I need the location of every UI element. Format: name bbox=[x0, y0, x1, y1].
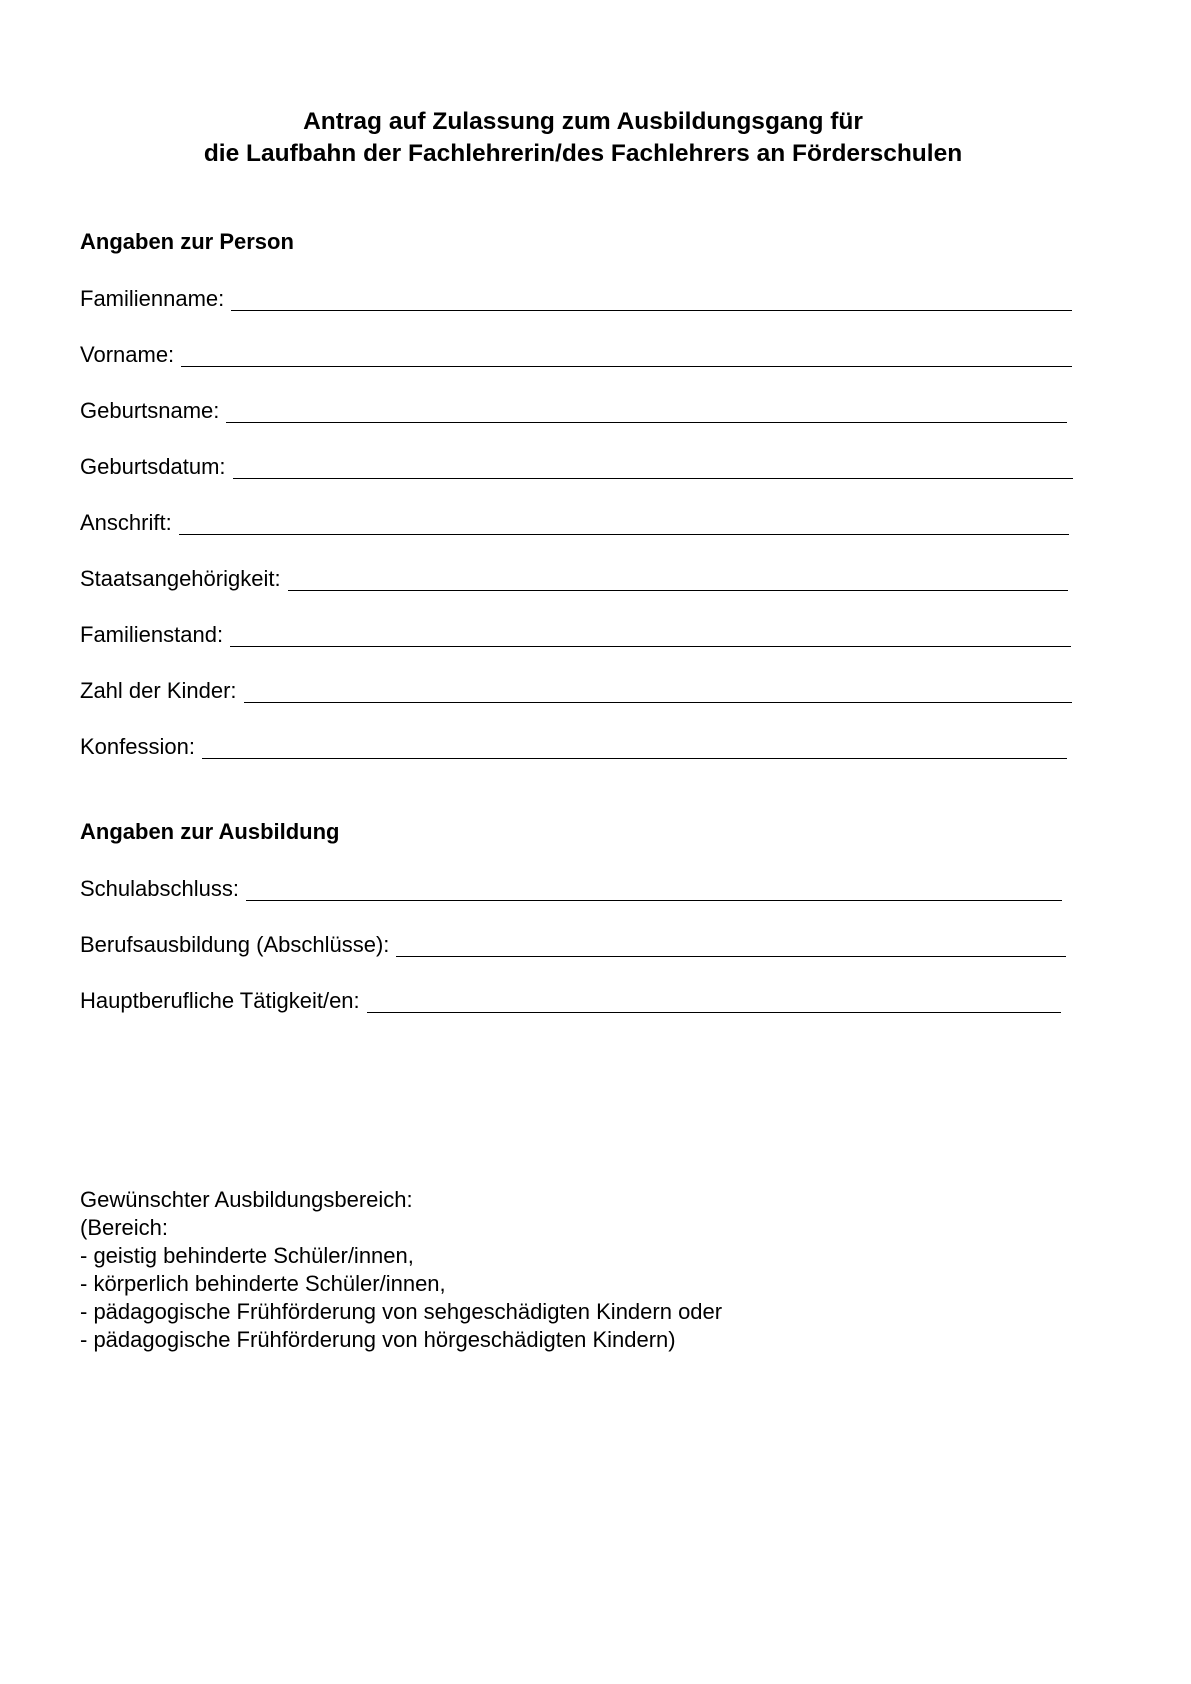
ausbildungsbereich-heading: Gewünschter Ausbildungsbereich: bbox=[80, 1187, 413, 1212]
field-schulabschluss[interactable] bbox=[80, 872, 1062, 902]
list-item: - geistig behinderte Schüler/innen, bbox=[80, 1243, 414, 1268]
field-label-schulabschluss: Schulabschluss: bbox=[80, 876, 239, 901]
field-label-staatsangehoerigkeit: Staatsangehörigkeit: bbox=[80, 566, 281, 591]
field-line-taetigkeit[interactable] bbox=[367, 1012, 1061, 1013]
field-familienname[interactable] bbox=[80, 282, 1072, 312]
document-title bbox=[0, 106, 1166, 170]
field-label-taetigkeit: Hauptberufliche Tätigkeit/en: bbox=[80, 988, 360, 1013]
ausbildungsbereich-block bbox=[80, 1186, 980, 1354]
field-line-anschrift[interactable] bbox=[179, 534, 1069, 535]
field-vorname[interactable] bbox=[80, 338, 1072, 368]
field-anschrift[interactable] bbox=[80, 506, 1069, 536]
field-taetigkeit[interactable] bbox=[80, 984, 1061, 1014]
field-line-geburtsdatum[interactable] bbox=[233, 478, 1073, 479]
field-label-kinder: Zahl der Kinder: bbox=[80, 678, 237, 703]
field-line-staatsangehoerigkeit[interactable] bbox=[288, 590, 1068, 591]
field-kinder[interactable] bbox=[80, 674, 1072, 704]
list-item: - körperlich behinderte Schüler/innen, bbox=[80, 1271, 446, 1296]
field-berufsausbildung[interactable] bbox=[80, 928, 1066, 958]
field-label-vorname: Vorname: bbox=[80, 342, 175, 367]
field-staatsangehoerigkeit[interactable] bbox=[80, 562, 1068, 592]
field-label-konfession: Konfession: bbox=[80, 734, 195, 759]
field-geburtsdatum[interactable] bbox=[80, 450, 1073, 480]
list-item: - pädagogische Frühförderung von hörgeschädigten Kindern) bbox=[80, 1327, 676, 1352]
field-line-vorname[interactable] bbox=[181, 366, 1072, 367]
ausbildungsbereich-intro: (Bereich: bbox=[80, 1215, 169, 1240]
field-label-anschrift: Anschrift: bbox=[80, 510, 172, 535]
field-label-berufsausbildung: Berufsausbildung (Abschlüsse): bbox=[80, 932, 390, 957]
field-geburtsname[interactable] bbox=[80, 394, 1067, 424]
field-label-familienname: Familienname: bbox=[80, 286, 225, 311]
title-line-2: die Laufbahn der Fachlehrerin/des Fachlehrers an Förderschulen bbox=[203, 140, 963, 167]
field-line-konfession[interactable] bbox=[202, 758, 1067, 759]
field-konfession[interactable] bbox=[80, 730, 1067, 760]
section-heading-person: Angaben zur Person bbox=[80, 229, 294, 254]
field-line-familienstand[interactable] bbox=[230, 646, 1071, 647]
field-familienstand[interactable] bbox=[80, 618, 1071, 648]
field-label-geburtsdatum: Geburtsdatum: bbox=[80, 454, 226, 479]
list-item: - pädagogische Frühförderung von sehgeschädigten Kindern oder bbox=[80, 1299, 723, 1324]
field-line-familienname[interactable] bbox=[231, 310, 1072, 311]
field-line-schulabschluss[interactable] bbox=[246, 900, 1062, 901]
field-label-geburtsname: Geburtsname: bbox=[80, 398, 220, 423]
field-line-kinder[interactable] bbox=[244, 702, 1072, 703]
title-line-1: Antrag auf Zulassung zum Ausbildungsgang für bbox=[303, 108, 863, 135]
section-heading-ausbildung: Angaben zur Ausbildung bbox=[80, 819, 340, 844]
field-line-berufsausbildung[interactable] bbox=[396, 956, 1066, 957]
field-line-geburtsname[interactable] bbox=[226, 422, 1067, 423]
field-label-familienstand: Familienstand: bbox=[80, 622, 224, 647]
